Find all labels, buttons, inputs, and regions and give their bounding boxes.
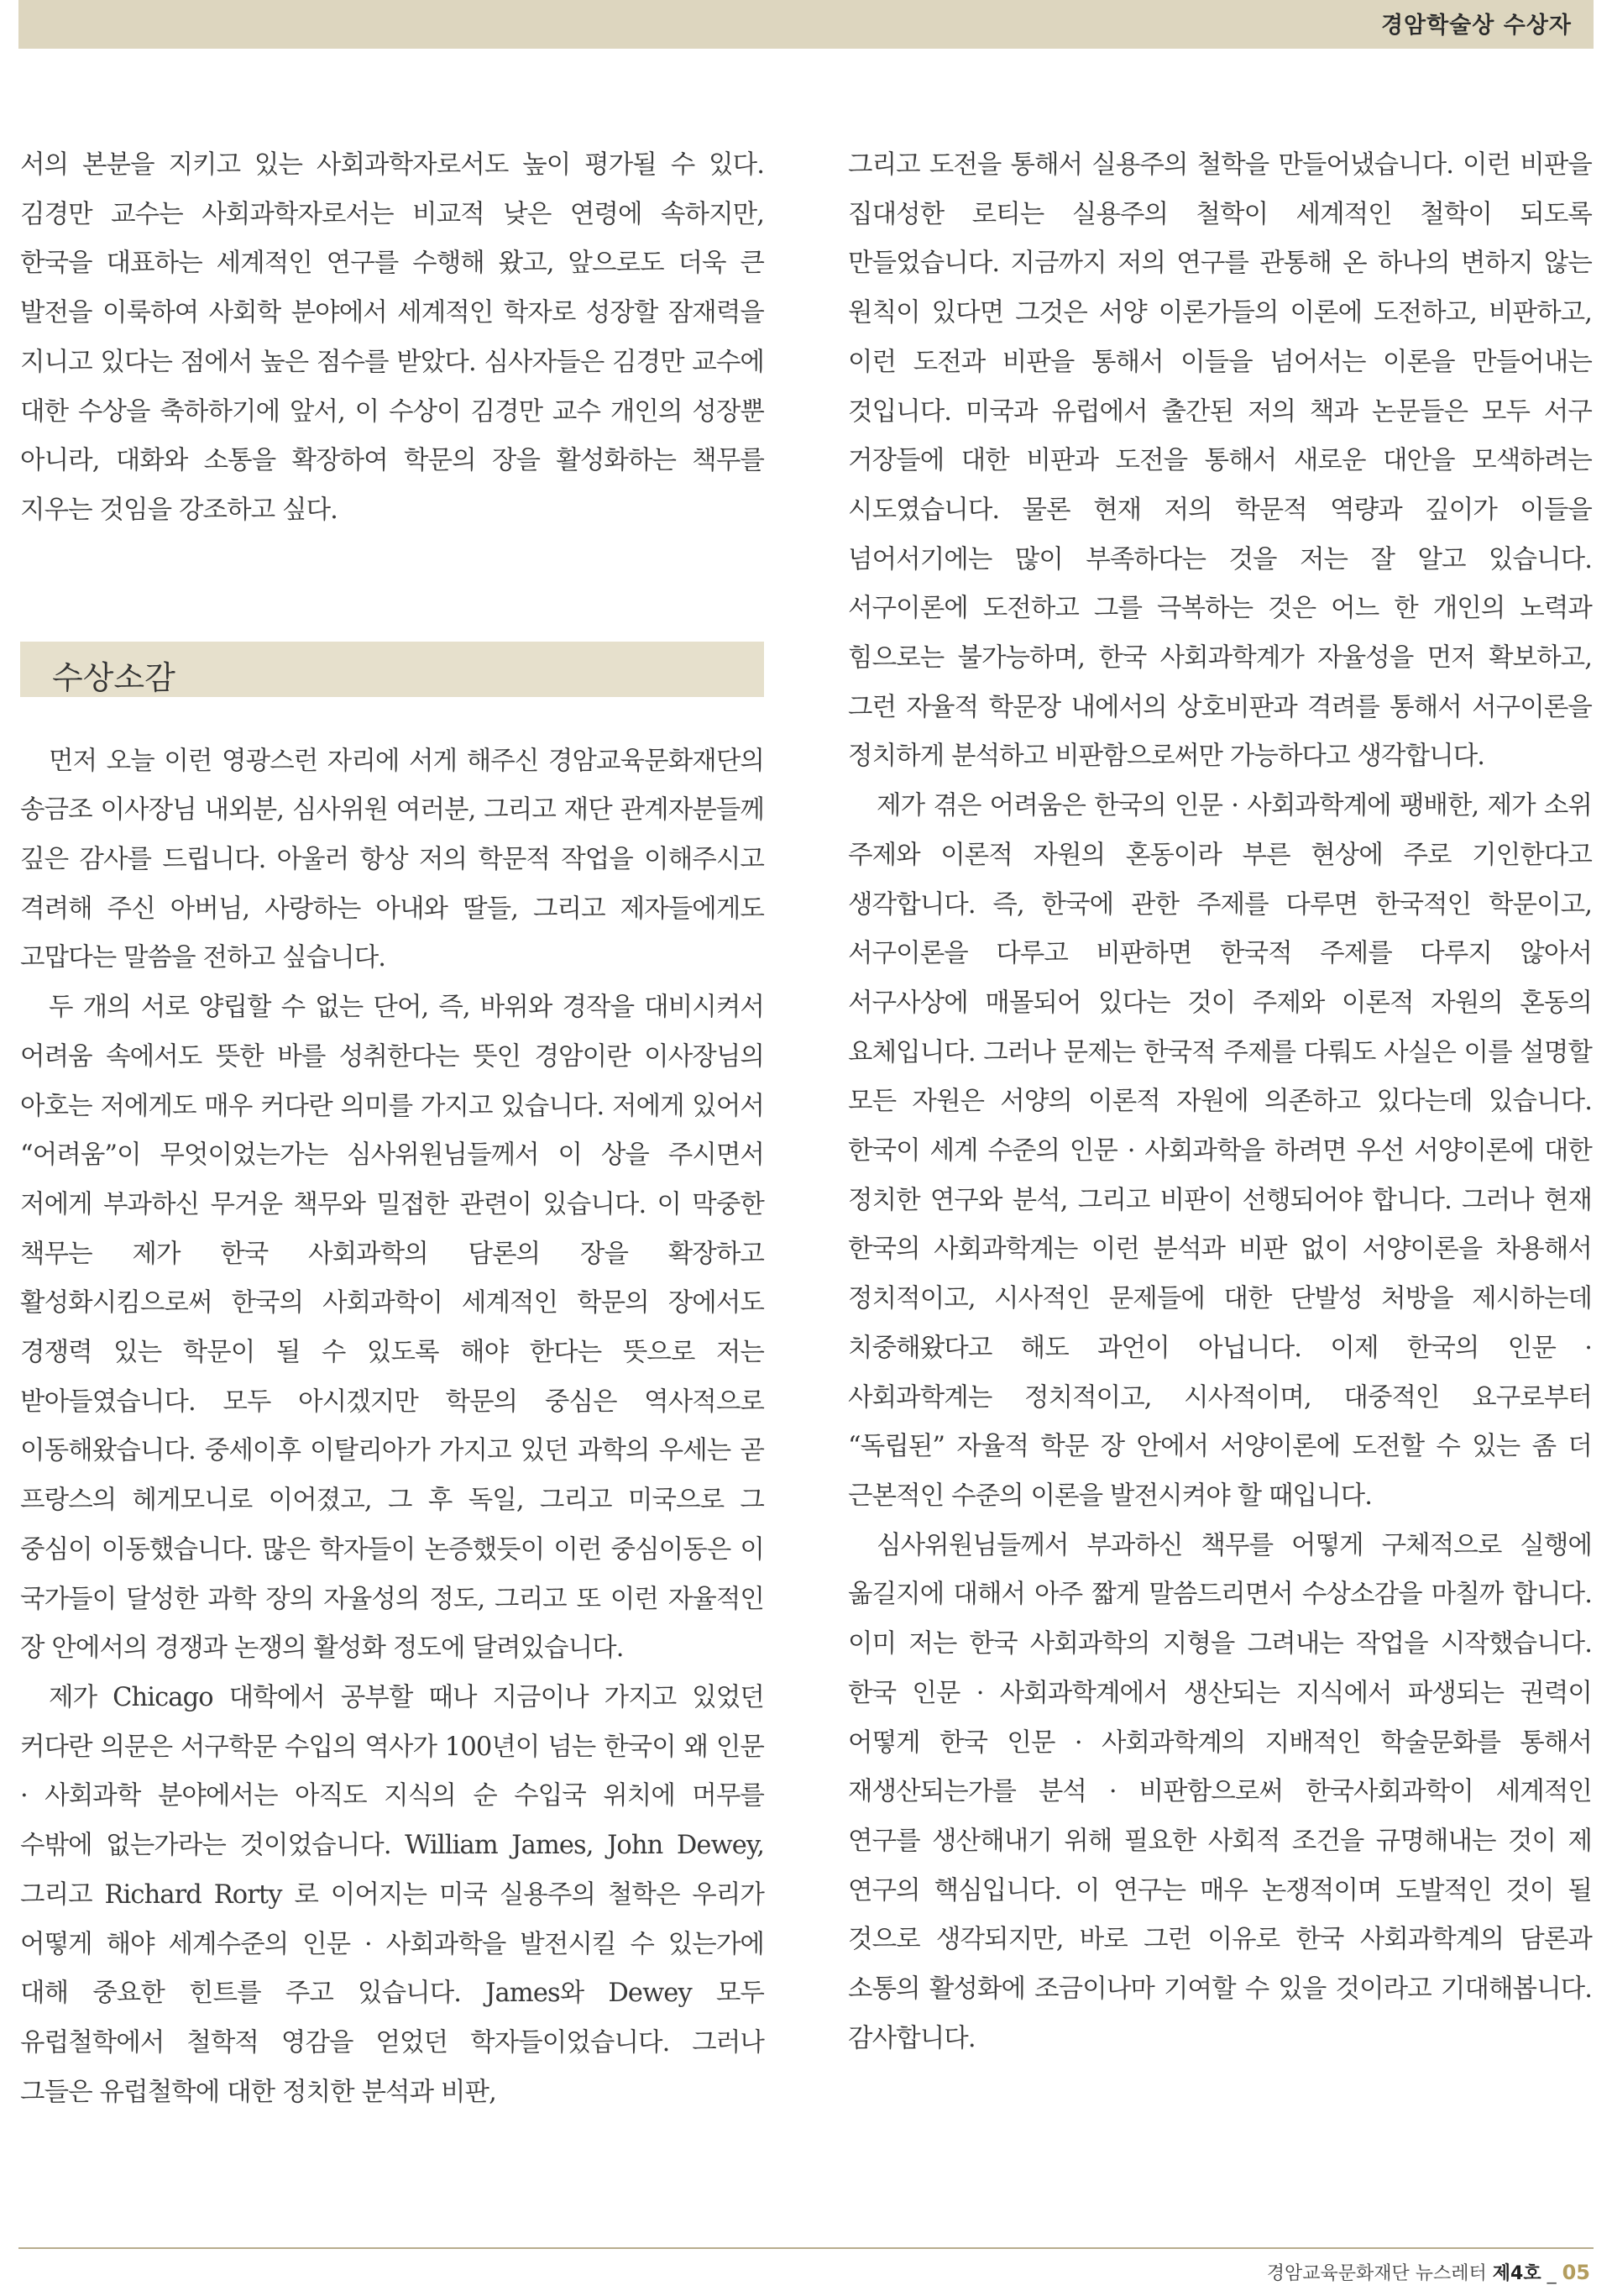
footer bbox=[1267, 2259, 1590, 2285]
page-header-title: 경암학술상 수상자 bbox=[1380, 13, 1572, 39]
footer-separator: _ bbox=[1547, 2263, 1557, 2284]
section-heading-bar bbox=[20, 642, 764, 697]
right-column bbox=[848, 141, 1592, 2063]
body-paragraph: 심사위원님들께서 부과하신 책무를 어떻게 구체적으로 실행에 옮길지에 대해서 아주 짧게 말씀드리면서 수상소감을 마칠까 합니다. 이미 저는 한국 사회과학의 지형을 그려내는 작업을 시작했습니다. 한국 인문 · 사회과학계에서 생산되는 지식에서 파생되는 권력이 어떻게 한국 인문 · 사회과학계의 지배적인 학술문화를 통해서 재생산되는가를 분석 · 비판함으로써 한국사회과학이 세계적인 연구를 생산해내기 위해 필요한 사회적 조건을 규명해내는 것이 제 연구의 핵심입니다. 이 연구는 매우 논쟁적이며 도발적인 것이 될 것으로 생각되지만, 바로 그런 이유로 한국 사회과학계의 담론과 소통의 활성화에 조금이나마 기여할 수 있을 것이라고 기대해봅니다. 감사합니다. bbox=[848, 1530, 1592, 2053]
footer-divider bbox=[18, 2247, 1594, 2249]
left-column bbox=[20, 141, 764, 2117]
section-heading: 수상소감 bbox=[52, 658, 175, 696]
header-bar bbox=[18, 0, 1594, 49]
footer-publication: 경암교육문화재단 뉴스레터 bbox=[1266, 2263, 1487, 2284]
body-paragraph: 먼저 오늘 이런 영광스런 자리에 서게 해주신 경암교육문화재단의 송금조 이사장님 내외분, 심사위원 여러분, 그리고 재단 관계자분들께 깊은 감사를 드립니다. 아울러 항상 저의 학문적 작업을 이해주시고 격려해 주신 아버님, 사랑하는 아내와 딸들, 그리고 제자들에게도 고맙다는 말씀을 전하고 싶습니다. bbox=[20, 746, 764, 973]
footer-issue: 제4호 bbox=[1492, 2263, 1541, 2284]
body-paragraph: 제가 Chicago 대학에서 공부할 때나 지금이나 가지고 있었던 커다란 의문은 서구학문 수입의 역사가 100년이 넘는 한국이 왜 인문 · 사회과학 분야에서는 아직도 지식의 순 수입국 위치에 머무를 수밖에 없는가라는 것이었습니다. William James, John Dewey, 그리고 Richard Rorty 로 이어지는 미국 실용주의 철학은 우리가 어떻게 해야 세계수준의 인문 · 사회과학을 발전시킬 수 있는가에 대해 중요한 힌트를 주고 있습니다. James와 Dewey 모두 유럽철학에서 철학적 영감을 얻었던 학자들이었습니다. 그러나 그들은 유럽철학에 대한 정치한 분석과 비판, bbox=[20, 1682, 764, 2107]
body-paragraph: 그리고 도전을 통해서 실용주의 철학을 만들어냈습니다. 이런 비판을 집대성한 로티는 실용주의 철학이 세계적인 철학이 되도록 만들었습니다. 지금까지 저의 연구를 관통해 온 하나의 변하지 않는 원칙이 있다면 그것은 서양 이론가들의 이론에 도전하고, 비판하고, 이런 도전과 비판을 통해서 이들을 넘어서는 이론을 만들어내는 것입니다. 미국과 유럽에서 출간된 저의 책과 논문들은 모두 서구 거장들에 대한 비판과 도전을 통해서 새로운 대안을 모색하려는 시도였습니다. 물론 현재 저의 학문적 역량과 깊이가 이들을 넘어서기에는 많이 부족하다는 것을 저는 잘 알고 있습니다. 서구이론에 도전하고 그를 극복하는 것은 어느 한 개인의 노력과 힘으로는 불가능하며, 한국 사회과학계가 자율성을 먼저 확보하고, 그런 자율적 학문장 내에서의 상호비판과 격려를 통해서 서구이론을 정치하게 분석하고 비판함으로써만 가능하다고 생각합니다. bbox=[848, 150, 1592, 772]
body-paragraph: 두 개의 서로 양립할 수 없는 단어, 즉, 바위와 경작을 대비시켜서 어려움 속에서도 뜻한 바를 성취한다는 뜻인 경암이란 이사장님의 아호는 저에게도 매우 커다란 의미를 가지고 있습니다. 저에게 있어서 “어려움”이 무엇이었는가는 심사위원님들께서 이 상을 주시면서 저에게 부과하신 무거운 책무와 밀접한 관련이 있습니다. 이 막중한 책무는 제가 한국 사회과학의 담론의 장을 확장하고 활성화시킴으로써 한국의 사회과학이 세계적인 학문의 장에서도 경쟁력 있는 학문이 될 수 있도록 해야 한다는 뜻으로 저는 받아들였습니다. 모두 아시겠지만 학문의 중심은 역사적으로 이동해왔습니다. 중세이후 이탈리아가 가지고 있던 과학의 우세는 곧 프랑스의 헤게모니로 이어졌고, 그 후 독일, 그리고 미국으로 그 중심이 이동했습니다. 많은 학자들이 논증했듯이 이런 중심이동은 이 국가들이 달성한 과학 장의 자율성의 정도, 그리고 또 이런 자율적인 장 안에서의 경쟁과 논쟁의 활성화 정도에 달려있습니다. bbox=[20, 993, 764, 1664]
body-paragraph: 제가 겪은 어려움은 한국의 인문 · 사회과학계에 팽배한, 제가 소위 주제와 이론적 자원의 혼동이라 부른 현상에 주로 기인한다고 생각합니다. 즉, 한국에 관한 주제를 다루면 한국적인 학문이고, 서구이론을 다루고 비판하면 한국적 주제를 다루지 않아서 서구사상에 매몰되어 있다는 것이 주제와 이론적 자원의 혼동의 요체입니다. 그러나 문제는 한국적 주제를 다뤄도 사실은 이를 설명할 모든 자원은 서양의 이론적 자원에 의존하고 있다는데 있습니다. 한국이 세계 수준의 인문 · 사회과학을 하려면 우선 서양이론에 대한 정치한 연구와 분석, 그리고 비판이 선행되어야 합니다. 그러나 현재 한국의 사회과학계는 이런 분석과 비판 없이 서양이론을 차용해서 정치적이고, 시사적인 문제들에 대한 단발성 처방을 제시하는데 치중해왔다고 해도 과언이 아닙니다. 이제 한국의 인문 · 사회과학계는 정치적이고, 시사적이며, 대중적인 요구로부터 “독립된” 자율적 학문 장 안에서 서양이론에 도전할 수 있는 좀 더 근본적인 수준의 이론을 발전시켜야 할 때입니다. bbox=[848, 791, 1592, 1511]
intro-paragraph: 서의 본분을 지키고 있는 사회과학자로서도 높이 평가될 수 있다. 김경만 교수는 사회과학자로서는 비교적 낮은 연령에 속하지만, 한국을 대표하는 세계적인 연구를 수행해 왔고, 앞으로도 더욱 큰 발전을 이룩하여 사회학 분야에서 세계적인 학자로 성장할 잠재력을 지니고 있다는 점에서 높은 점수를 받았다. 심사자들은 김경만 교수에 대한 수상을 축하하기에 앞서, 이 수상이 김경만 교수 개인의 성장뿐 아니라, 대화와 소통을 확장하여 학문의 장을 활성화하는 책무를 지우는 것임을 강조하고 싶다. bbox=[20, 150, 764, 525]
page-number: 05 bbox=[1562, 2261, 1590, 2284]
